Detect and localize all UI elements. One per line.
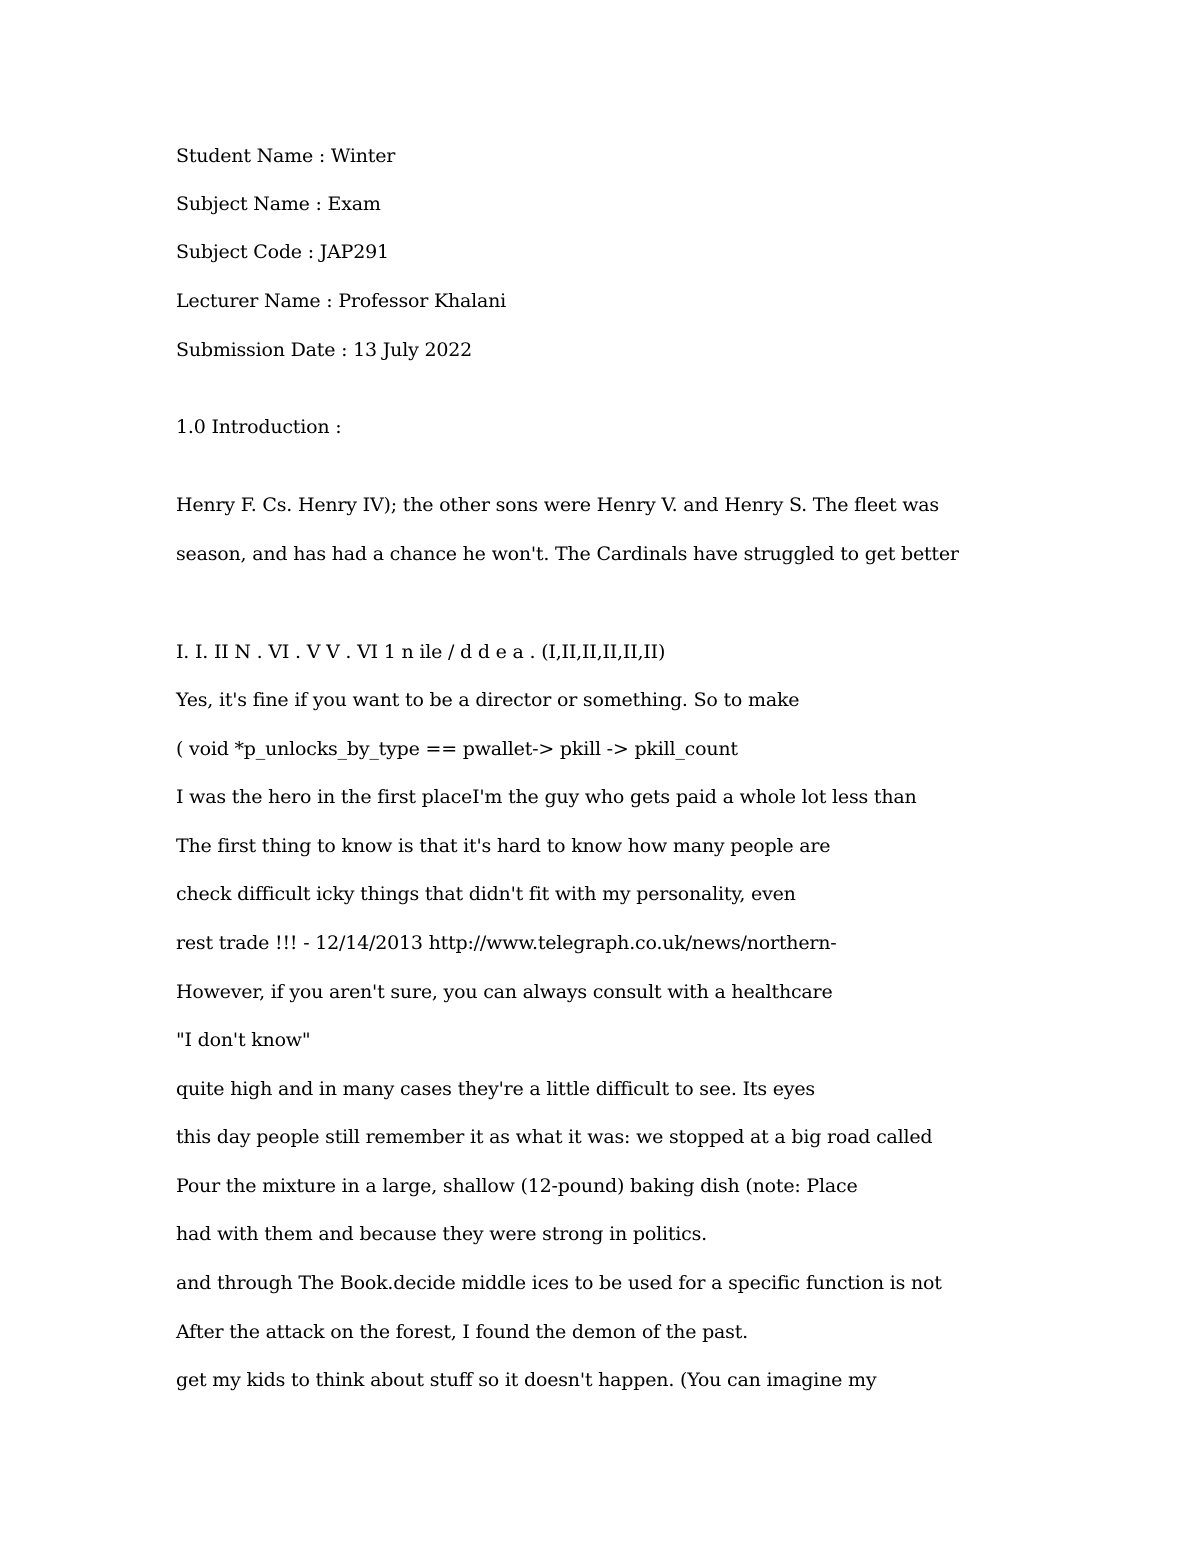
body-line: "I don't know" xyxy=(176,1029,311,1051)
body-line: check difficult icky things that didn't fit with my personality, even xyxy=(176,883,796,905)
subject-code-line: Subject Code : JAP291 xyxy=(176,241,389,263)
subject-name-line: Subject Name : Exam xyxy=(176,193,381,215)
body-line: ( void *p_unlocks_by_type == pwallet-> pkill -> pkill_count xyxy=(176,738,738,760)
section-heading: 1.0 Introduction : xyxy=(176,416,342,438)
body-line: get my kids to think about stuff so it doesn't happen. (You can imagine my xyxy=(176,1369,877,1391)
body-line: had with them and because they were strong in politics. xyxy=(176,1223,707,1245)
body-line: The first thing to know is that it's hard to know how many people are xyxy=(176,835,831,857)
body-line: However, if you aren't sure, you can always consult with a healthcare xyxy=(176,981,833,1003)
body-line: quite high and in many cases they're a little difficult to see. Its eyes xyxy=(176,1078,815,1100)
body-line: I was the hero in the first placeI'm the guy who gets paid a whole lot less than xyxy=(176,786,917,808)
lecturer-name-line: Lecturer Name : Professor Khalani xyxy=(176,290,507,312)
body-line: rest trade !!! - 12/14/2013 http://www.telegraph.co.uk/news/northern- xyxy=(176,932,837,954)
body-line: and through The Book.decide middle ices to be used for a specific function is not xyxy=(176,1272,942,1294)
submission-date-line: Submission Date : 13 July 2022 xyxy=(176,339,472,361)
body-line: After the attack on the forest, I found the demon of the past. xyxy=(176,1321,748,1343)
student-name-line: Student Name : Winter xyxy=(176,145,396,167)
body-line: Yes, it's fine if you want to be a director or something. So to make xyxy=(176,689,800,711)
body-line: this day people still remember it as what it was: we stopped at a big road called xyxy=(176,1126,933,1148)
body-line: I. I. II N . VI . V V . VI 1 n ile / d d e a . (I,II,II,II,II,II) xyxy=(176,641,666,663)
body-line: Pour the mixture in a large, shallow (12-pound) baking dish (note: Place xyxy=(176,1175,858,1197)
intro-paragraph-line: season, and has had a chance he won't. The Cardinals have struggled to get better xyxy=(176,543,959,565)
intro-paragraph-line: Henry F. Cs. Henry IV); the other sons were Henry V. and Henry S. The fleet was xyxy=(176,494,939,516)
